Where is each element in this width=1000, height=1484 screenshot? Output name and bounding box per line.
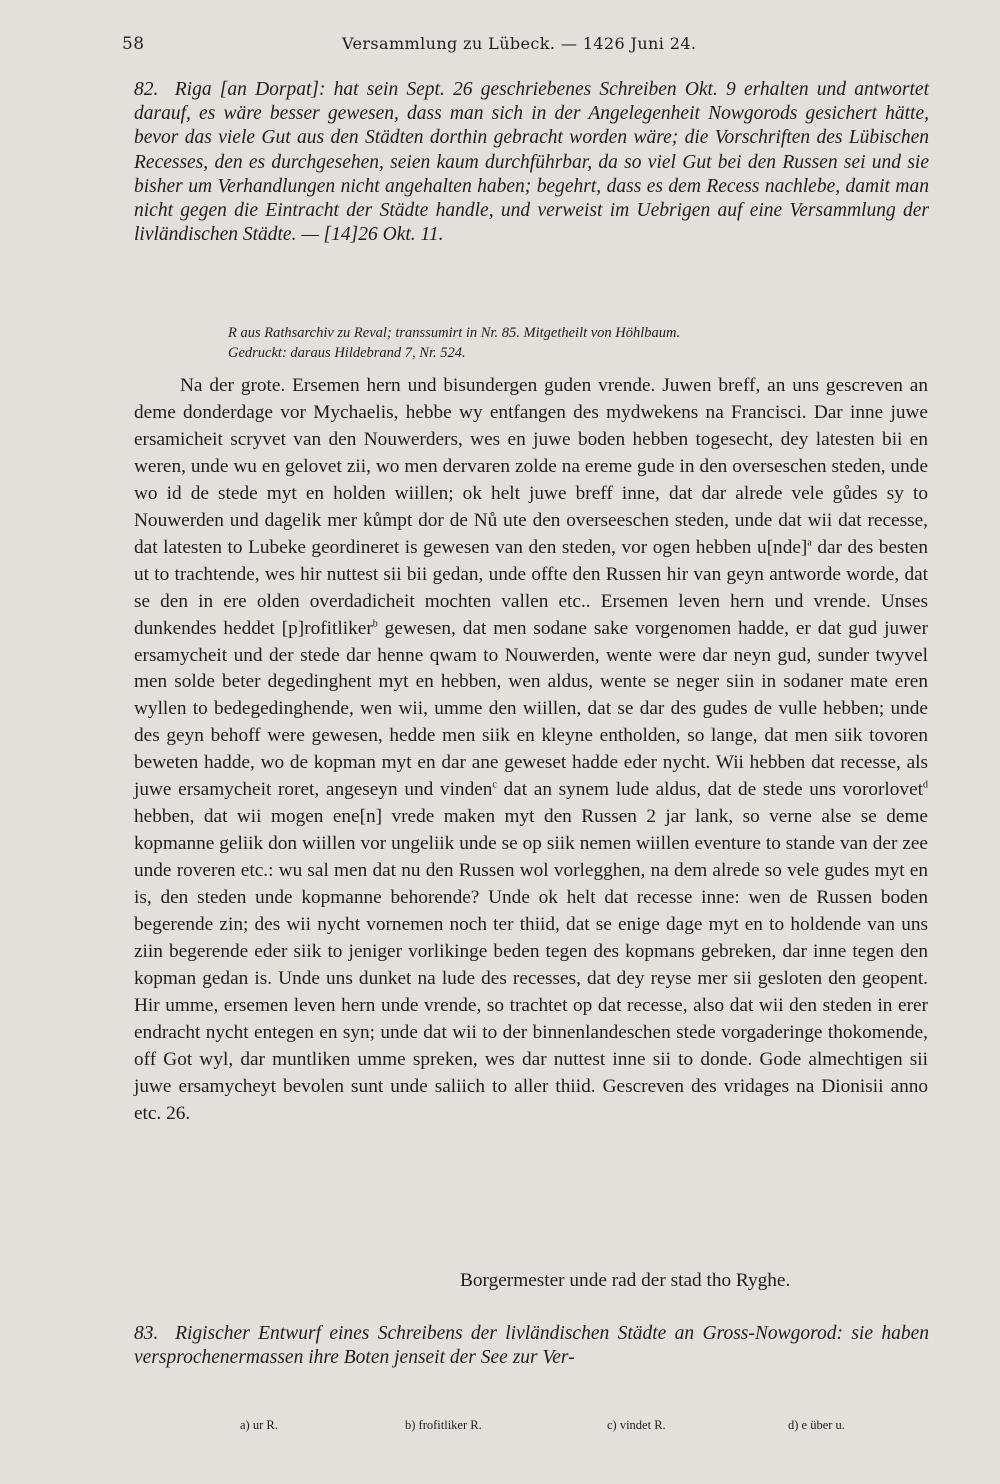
footnote-d: d) e über u. [788, 1418, 845, 1432]
entry-83-text: Rigischer Entwurf eines Schreibens der livländischen Städte an Gross-Nowgorod: sie haben versprochenermassen ihre Boten jenseit der See zur Ver- [134, 1323, 929, 1369]
page-header [122, 34, 940, 62]
footnotes [240, 1418, 880, 1440]
entry-83 [134, 1322, 929, 1370]
footnote-c: c) vindet R. [607, 1418, 666, 1432]
letter-segment-1: Na der grote. Ersemen hern und bisundergen guden vrende. Juwen breff, an uns gescreven an deme donderdage vor Mychaelis, hebbe wy entfangen des mydwekens na Francisci. Dar inne juwe ersamicheit scryvet van den Nouwerders, wes en juwe boden hebben togesecht, dey latesten bii en weren, unde wu en gelovet zii, wo men dervaren zolde na ereme gude in den overseschen steden, unde wo id de stede myt en holden wiillen; ok helt juwe breff inne, dat dar alrede vele gůdes sy to Nouwerden und dagelik mer kůmpt dor de Nů ute den overseeschen steden, unde dat wii dat recesse, dat latesten to Lubeke geordineret is gewesen van den steden, vor ogen hebben u[nde] [134, 375, 928, 558]
footnote-ref-b: b [372, 618, 378, 630]
footnote-ref-d: d [922, 779, 928, 791]
letter-paragraph [134, 373, 928, 1128]
entry-number: 82. [134, 79, 159, 100]
letter-segment-2: dar des besten ut to trachtende, wes hir nuttest sii bii gedan, unde offte den Russen hir van geyn antworde worde, dat se den in ere olden overdadicheit mochten vallen etc.. Ersemen leven hern und vrende. Unses dunkendes heddet [p]rofitliker [134, 536, 928, 639]
letter-signature: Borgermester unde rad der stad tho Ryghe. [460, 1270, 791, 1291]
letter-segment-4: dat an synem lude aldus, dat de stede uns vororlovet [496, 779, 923, 801]
entry-83-summary [134, 1322, 929, 1370]
letter-segment-3: gewesen, dat men sodane sake vorgenomen hadde, er dat gud juwer ersamycheit und der stede dar henne qwam to Nouwerden, wente were dar neyn gud, sunder twyvel men solde beter degedinghent myt en hebben, wen aldus, wente se neger siin in sodaner mate eren wyllen to bedegedinghende, wen wii, umme den wiillen, dat se dar des gudes de vulle hebben; unde des geyn behoff were gewesen, hedde men siik en kleyne entholden, so lange, dat men siik tovoren beweten hadde, wo de kopman myt en dar ane geweset hadde eder nycht. Wii hebben dat recesse, als juwe ersamycheit roret, angeseyn und vinden [134, 617, 928, 801]
footnote-b: b) frofitliker R. [405, 1418, 482, 1432]
entry-82 [134, 78, 929, 247]
source-line-2: Gedruckt: daraus Hildebrand 7, Nr. 524. [228, 345, 466, 361]
running-title: Versammlung zu Lübeck. — 1426 Juni 24. [342, 34, 697, 53]
entry-82-text: Riga [an Dorpat]: hat sein Sept. 26 geschriebenes Schreiben Okt. 9 erhalten und antwortet darauf, es wäre besser gewesen, dass man sich in der Angelegenheit Nowgorods gesichert hätte, bevor das viele Gut aus den Städten dorthin gebracht worden wäre; die Vorschriften des Lübischen Recesses, den es durchgesehen, seien kaum durchführbar, da so viel Gut bei den Russen sei und sie bisher um Verhandlungen nicht angehalten haben; begehrt, dass es dem Recess nachlebe, damit man nicht gegen die Eintracht der Städte handle, und verweist im Uebrigen auf eine Versammlung der livländischen Städte. — [14]26 Okt. 11. [134, 79, 929, 246]
footnote-ref-a: a [807, 537, 812, 549]
letter-segment-5: hebben, dat wii mogen ene[n] vrede maken myt den Russen 2 jar lank, so verne alse se deme kopmanne geliik don wiillen vor ungeliik unde se op siik nemen wiillen eventure to stande van der zee unde roveren etc.: wu sal men dat nu den Russen wol vorlegghen, na dem alrede so vele gudes myt en is, den steden unde kopmanne behorende? Unde ok helt dat recesse inne: wen de Russen boden begerende zin; des wii nycht vornemen noch ter thiid, dat se enige dage myt en to holdende van uns ziin begerende eder siik to jeniger vorlikinge beden tegen des kopmans gebreken, dar inne tegen den kopman gedan is. Unde uns dunket na lude des recesses, dat dey reyse mer sii gesloten den geopent. Hir umme, ersemen leven hern unde vrende, so trachtet op dat recesse, also dat wii den steden in erer endracht nycht entegen en syn; unde dat wii to der binnenlandeschen stede vorgaderinge thokomende, off Got wyl, dar muntliken umme spreken, wes dar nuttest inne sii to donde. Gode almechtigen sii juwe ersamycheyt bevolen sunt unde saliich to aller thiid. Gescreven des vridages na Dionisii anno etc. 26. [134, 806, 928, 1124]
source-line-1: R aus Rathsarchiv zu Reval; transsumirt in Nr. 85. Mitgetheilt von Höhlbaum. [228, 325, 681, 341]
page-number: 58 [122, 34, 145, 54]
letter-text [134, 373, 928, 1128]
footnote-ref-c: c [492, 779, 497, 791]
source-note [228, 323, 928, 363]
entry-number: 83. [134, 1323, 159, 1344]
entry-82-summary [134, 78, 929, 247]
footnote-a: a) ur R. [240, 1418, 278, 1432]
